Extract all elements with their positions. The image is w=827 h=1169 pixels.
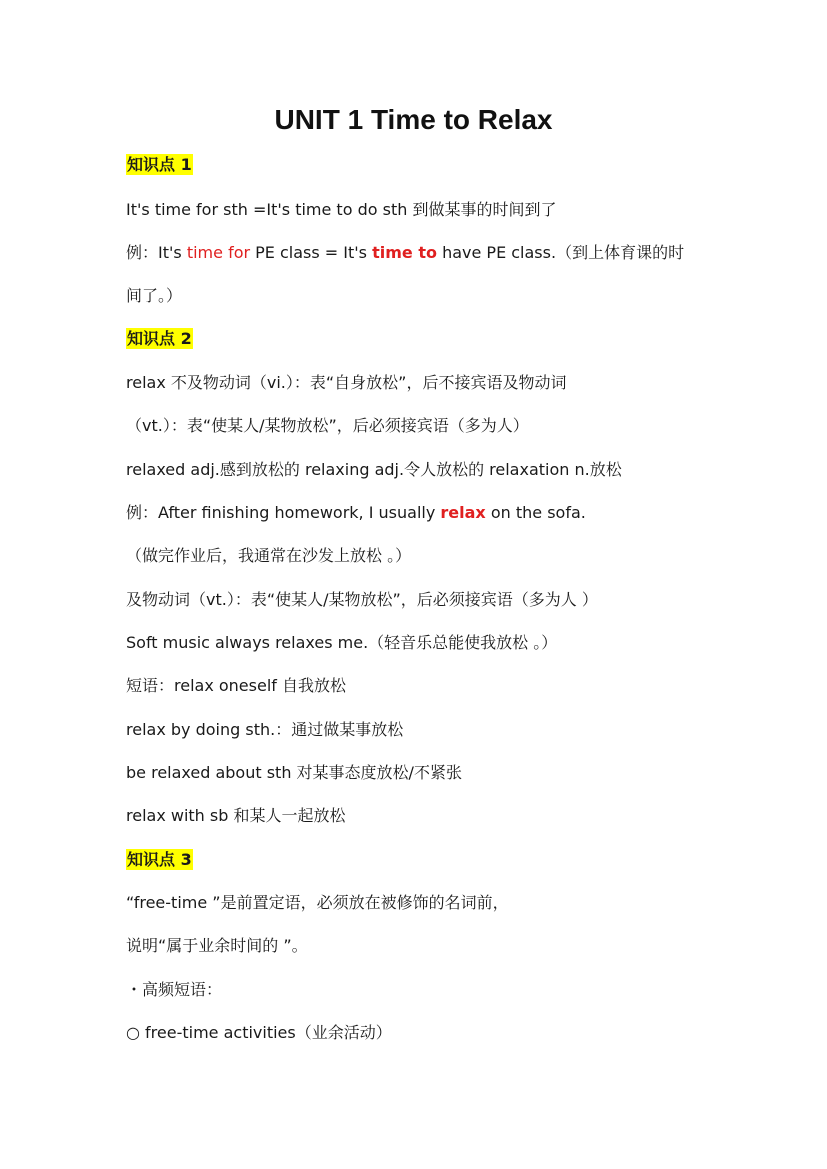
section-heading-2 (126, 328, 193, 350)
text-segment: on the sofa. (485, 503, 586, 522)
text-line: （vt.）：表“使某人/某物放松”，后必须接宾语（多为人） (126, 416, 529, 435)
text-line: ・高频短语： (126, 980, 223, 999)
text-segment: 例：It's (126, 243, 187, 262)
text-line: 间了。） (126, 286, 183, 305)
heading-highlight: 知识点 2 (127, 329, 192, 348)
text-line: “free-time ”是前置定语，必须放在被修饰的名词前， (126, 893, 509, 912)
text-segment: have PE class.（到上体育课的时 (436, 243, 685, 262)
text-line: relaxed adj.感到放松的 relaxing adj.令人放松的 relaxation n.放松 (126, 460, 622, 479)
text-line: 说明“属于业余时间的 ”。 (126, 936, 308, 955)
text-segment: 例：After finishing homework, I usually (126, 503, 441, 522)
section-heading-1 (126, 154, 193, 176)
text-line: relax with sb 和某人一起放松 (126, 806, 346, 825)
example-line (126, 242, 684, 264)
heading-highlight: 知识点 3 (127, 850, 192, 869)
text-line: relax by doing sth.：通过做某事放松 (126, 720, 404, 739)
highlight-red-text: time for (186, 243, 251, 262)
text-line: be relaxed about sth 对某事态度放松/不紧张 (126, 763, 462, 782)
example-line (126, 502, 586, 524)
text-line: （做完作业后，我通常在沙发上放松 。） (126, 546, 412, 565)
text-line: It's time for sth =It's time to do sth 到做某事的时间到了 (126, 200, 557, 219)
highlight-red-bold-text: time to (372, 243, 437, 262)
section-heading-3 (126, 849, 193, 871)
text-line: relax 不及物动词（vi.）：表“自身放松”，后不接宾语及物动词 (126, 373, 567, 392)
text-segment: PE class = It's (250, 243, 373, 262)
text-line: ○ free-time activities（业余活动） (126, 1023, 392, 1042)
page-title: UNIT 1 Time to Relax (274, 104, 553, 135)
text-line: 及物动词（vt.）：表“使某人/某物放松”，后必须接宾语（多为人 ） (126, 590, 598, 609)
text-line: Soft music always relaxes me.（轻音乐总能使我放松 。） (126, 633, 558, 652)
heading-highlight: 知识点 1 (127, 155, 192, 174)
text-line: 短语：relax oneself 自我放松 (126, 676, 346, 695)
highlight-red-bold-text: relax (440, 503, 486, 522)
